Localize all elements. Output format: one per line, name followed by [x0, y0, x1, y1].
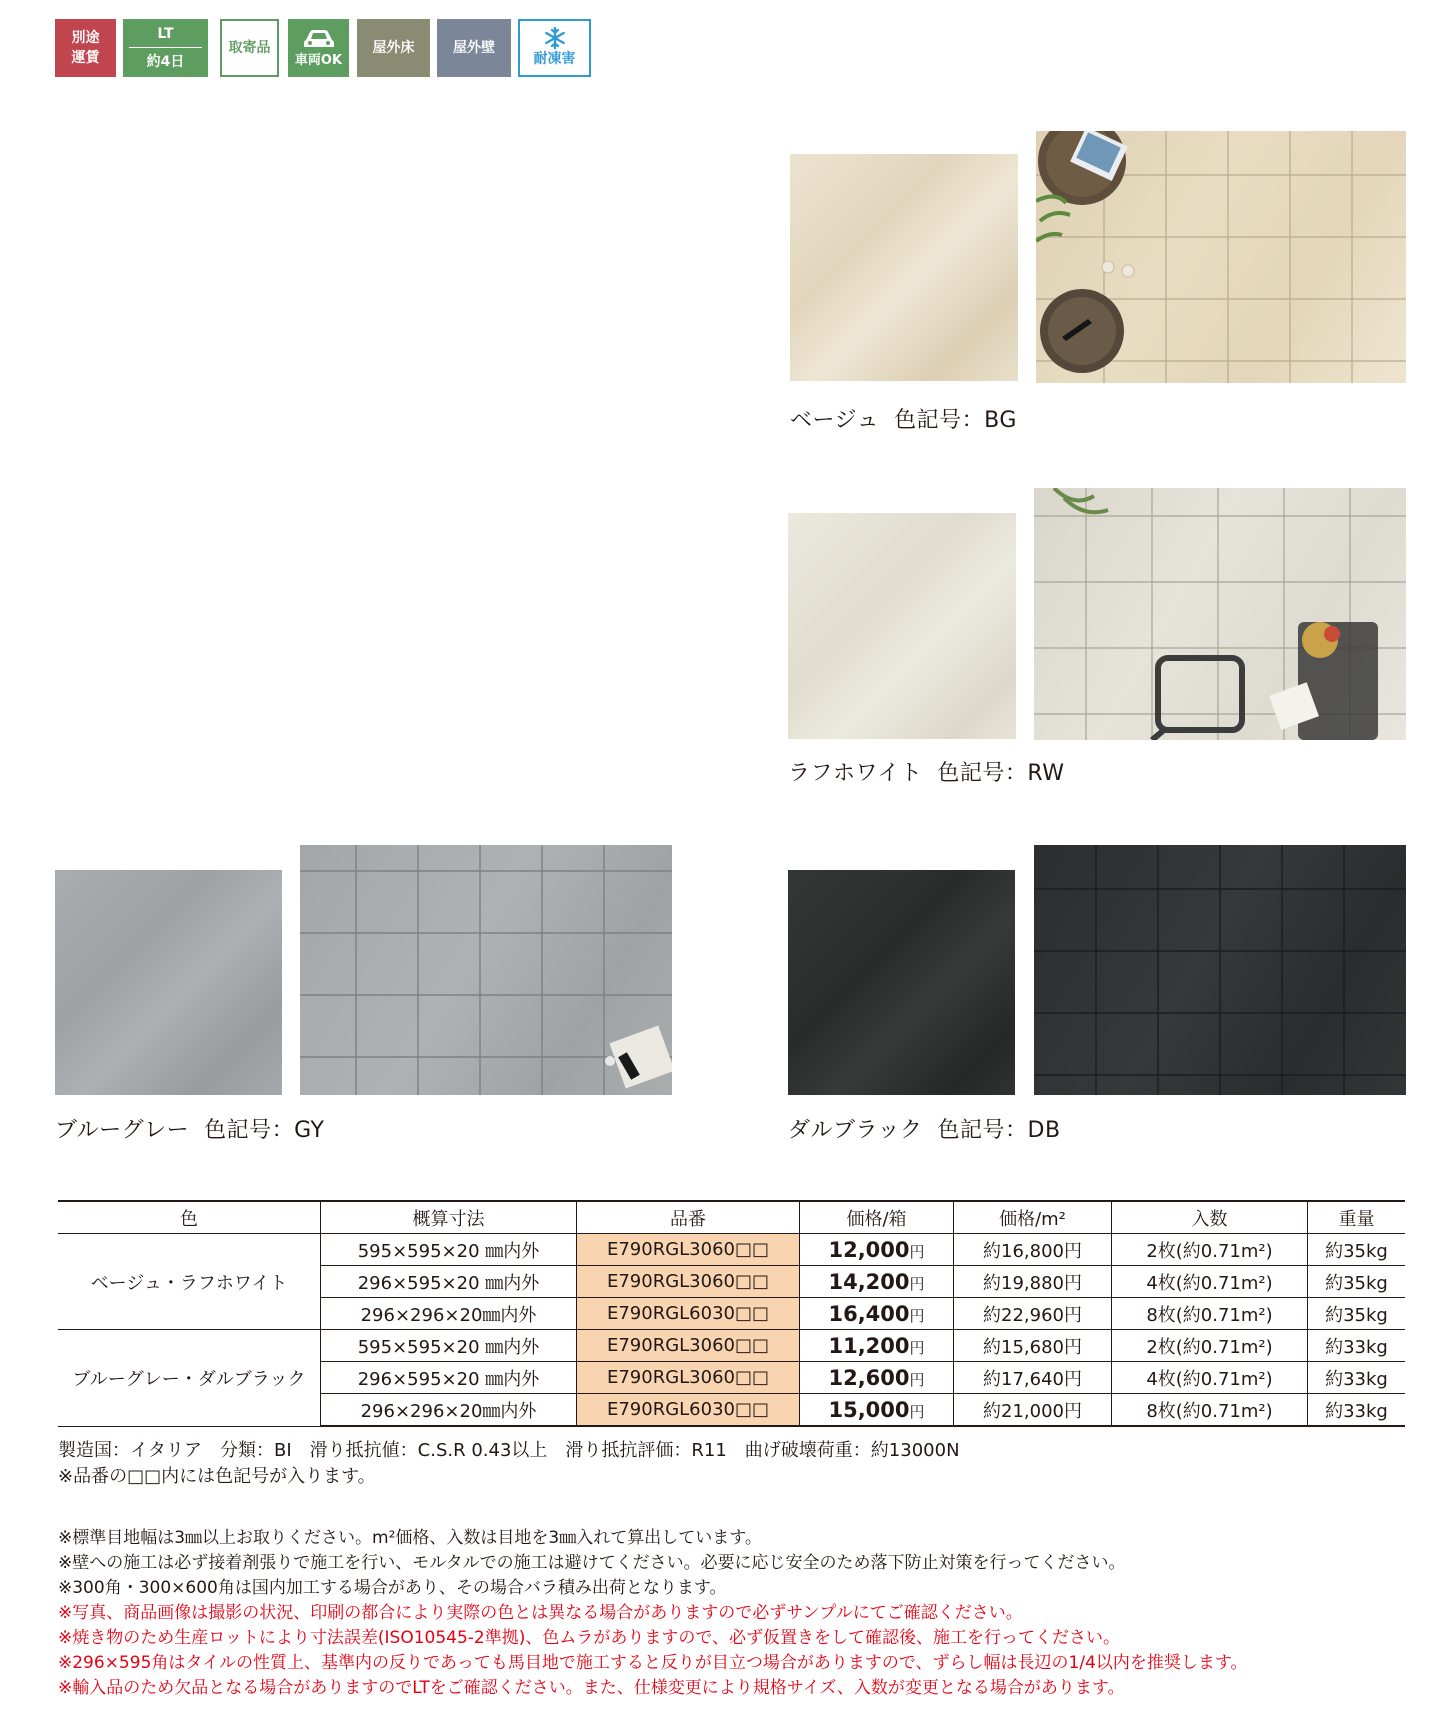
- yen-unit: 円: [909, 1338, 925, 1357]
- table-row: [58, 1330, 1405, 1362]
- blue-grey-installation-photo: [300, 845, 672, 1095]
- note-line: ※標準目地幅は3㎜以上お取りください。m²価格、入数は目地を3㎜入れて算出しています。: [58, 1528, 762, 1548]
- color-group-cell: ブルーグレー・ダルブラック: [58, 1330, 321, 1427]
- badge-line-2: 運賃: [71, 50, 100, 66]
- header-size: 概算寸法: [321, 1201, 577, 1234]
- price-value: 16,400: [828, 1301, 910, 1326]
- badge-line-1: 別途: [71, 30, 100, 46]
- quantity-cell: 8枚(約0.71m²): [1112, 1298, 1308, 1330]
- price-m2-cell: 約19,880円: [954, 1266, 1112, 1298]
- price-m2-cell: 約17,640円: [954, 1362, 1112, 1394]
- vehicle-ok-label: 車両OK: [294, 52, 343, 68]
- price-value: 11,200: [828, 1333, 910, 1358]
- order-item-badge: [220, 19, 279, 77]
- note-line: ※壁への施工は必ず接着剤張りで施工を行い、モルタルでの施工は避けてください。必要に応じ安全のため落下防止対策を行ってください。: [58, 1553, 1126, 1573]
- note-line: ※300角・300×600角は国内加工する場合があり、その場合バラ積み出荷となります。: [58, 1578, 727, 1598]
- yen-unit: 円: [909, 1370, 925, 1389]
- price-value: 14,200: [828, 1269, 910, 1294]
- price-cell: [800, 1234, 954, 1266]
- dull-black-caption: ダルブラック 色記号：DB: [788, 1118, 1061, 1143]
- rough-white-installation-photo: [1034, 488, 1406, 740]
- size-cell: 296×296×20㎜内外: [321, 1298, 577, 1330]
- beige-installation-photo: [1036, 131, 1406, 383]
- outdoor-floor-badge: [357, 19, 430, 77]
- beige-tile-swatch: [790, 154, 1018, 381]
- header-price-m2: 価格/m²: [954, 1201, 1112, 1234]
- header-weight: 重量: [1308, 1201, 1406, 1234]
- price-m2-cell: 約16,800円: [954, 1234, 1112, 1266]
- product-code-note: ※品番の□□内には色記号が入ります。: [58, 1466, 376, 1487]
- rough-white-tile-swatch: [788, 513, 1016, 739]
- table-row: [58, 1234, 1405, 1266]
- yen-unit: 円: [909, 1274, 925, 1293]
- tile-grid: [1034, 845, 1406, 1095]
- dull-black-tile-swatch: [788, 870, 1015, 1095]
- weight-cell: 約35kg: [1308, 1234, 1406, 1266]
- quantity-cell: 2枚(約0.71m²): [1112, 1234, 1308, 1266]
- snowflake-icon: [544, 27, 566, 49]
- warning-note-line: ※輸入品のため欠品となる場合がありますのでLTをご確認ください。また、仕様変更により規格サイズ、入数が変更となる場合があります。: [58, 1678, 1125, 1698]
- car-icon: [302, 28, 336, 50]
- dull-black-installation-photo: [1034, 845, 1406, 1095]
- outdoor-floor-label: 屋外床: [372, 40, 415, 56]
- yen-unit: 円: [909, 1242, 925, 1261]
- code-cell: E790RGL6030□□: [577, 1298, 800, 1330]
- notes-block: [58, 1526, 1248, 1701]
- header-code: 品番: [577, 1201, 800, 1234]
- outdoor-wall-label: 屋外壁: [453, 40, 495, 56]
- price-cell: [800, 1330, 954, 1362]
- warning-note-line: ※焼き物のため生産ロットにより寸法誤差(ISO10545-2準拠)、色ムラがありますので、必ず仮置きをして確認後、施工を行ってください。: [58, 1628, 1121, 1648]
- price-cell: [800, 1362, 954, 1394]
- code-cell: E790RGL6030□□: [577, 1394, 800, 1427]
- weight-cell: 約35kg: [1308, 1266, 1406, 1298]
- header-quantity: 入数: [1112, 1201, 1308, 1234]
- size-cell: 595×595×20 ㎜内外: [321, 1234, 577, 1266]
- rough-white-caption: ラフホワイト 色記号：RW: [788, 761, 1065, 786]
- quantity-cell: 4枚(約0.71m²): [1112, 1362, 1308, 1394]
- header-color: 色: [58, 1201, 321, 1234]
- price-cell: [800, 1394, 954, 1427]
- frost-resistant-label: 耐凍害: [533, 51, 576, 67]
- header-price-box: 価格/箱: [800, 1201, 954, 1234]
- blue-grey-tile-swatch: [55, 870, 282, 1095]
- quantity-cell: 4枚(約0.71m²): [1112, 1266, 1308, 1298]
- price-m2-cell: 約22,960円: [954, 1298, 1112, 1330]
- tile-grid: [1034, 488, 1406, 740]
- spec-table: [58, 1200, 1405, 1427]
- quantity-cell: 8枚(約0.71m²): [1112, 1394, 1308, 1427]
- price-value: 15,000: [828, 1397, 910, 1422]
- outdoor-wall-badge: [437, 19, 511, 77]
- tile-grid: [300, 845, 672, 1095]
- vehicle-ok-badge: [288, 19, 349, 77]
- separate-shipping-badge: [55, 19, 116, 77]
- weight-cell: 約35kg: [1308, 1298, 1406, 1330]
- code-cell: E790RGL3060□□: [577, 1234, 800, 1266]
- lead-time-badge: [123, 19, 208, 77]
- yen-unit: 円: [909, 1306, 925, 1325]
- size-cell: 296×296×20㎜内外: [321, 1394, 577, 1427]
- price-value: 12,600: [828, 1365, 910, 1390]
- price-cell: [800, 1266, 954, 1298]
- warning-note-line: ※296×595角はタイルの性質上、基準内の反りであっても馬目地で施工すると反りが目立つ場合がありますので、ずらし幅は長辺の1/4以内を推奨します。: [58, 1653, 1248, 1673]
- price-m2-cell: 約15,680円: [954, 1330, 1112, 1362]
- price-cell: [800, 1298, 954, 1330]
- price-value: 12,000: [828, 1237, 910, 1262]
- beige-caption: ベージュ 色記号：BG: [790, 408, 1017, 433]
- table-header-row: [58, 1201, 1405, 1234]
- code-cell: E790RGL3060□□: [577, 1266, 800, 1298]
- order-item-label: 取寄品: [228, 40, 271, 56]
- frost-resistant-badge: [518, 19, 591, 77]
- size-cell: 296×595×20 ㎜内外: [321, 1362, 577, 1394]
- weight-cell: 約33kg: [1308, 1394, 1406, 1427]
- blue-grey-caption: ブルーグレー 色記号：GY: [55, 1118, 325, 1143]
- warning-note-line: ※写真、商品画像は撮影の状況、印刷の都合により実際の色とは異なる場合がありますので必ずサンプルにてご確認ください。: [58, 1603, 1023, 1623]
- size-cell: 595×595×20 ㎜内外: [321, 1330, 577, 1362]
- color-group-cell: ベージュ・ラフホワイト: [58, 1234, 321, 1330]
- tile-grid: [1036, 131, 1406, 383]
- price-m2-cell: 約21,000円: [954, 1394, 1112, 1427]
- size-cell: 296×595×20 ㎜内外: [321, 1266, 577, 1298]
- lead-time-label: LT: [129, 24, 202, 48]
- product-spec-line: 製造国：イタリア 分類：BI 滑り抵抗値：C.S.R 0.43以上 滑り抵抗評価：R11 曲げ破壊荷重：約13000N: [58, 1440, 960, 1461]
- code-cell: E790RGL3060□□: [577, 1330, 800, 1362]
- lead-time-value: 約4日: [146, 54, 185, 70]
- quantity-cell: 2枚(約0.71m²): [1112, 1330, 1308, 1362]
- weight-cell: 約33kg: [1308, 1362, 1406, 1394]
- weight-cell: 約33kg: [1308, 1330, 1406, 1362]
- code-cell: E790RGL3060□□: [577, 1362, 800, 1394]
- yen-unit: 円: [909, 1402, 925, 1421]
